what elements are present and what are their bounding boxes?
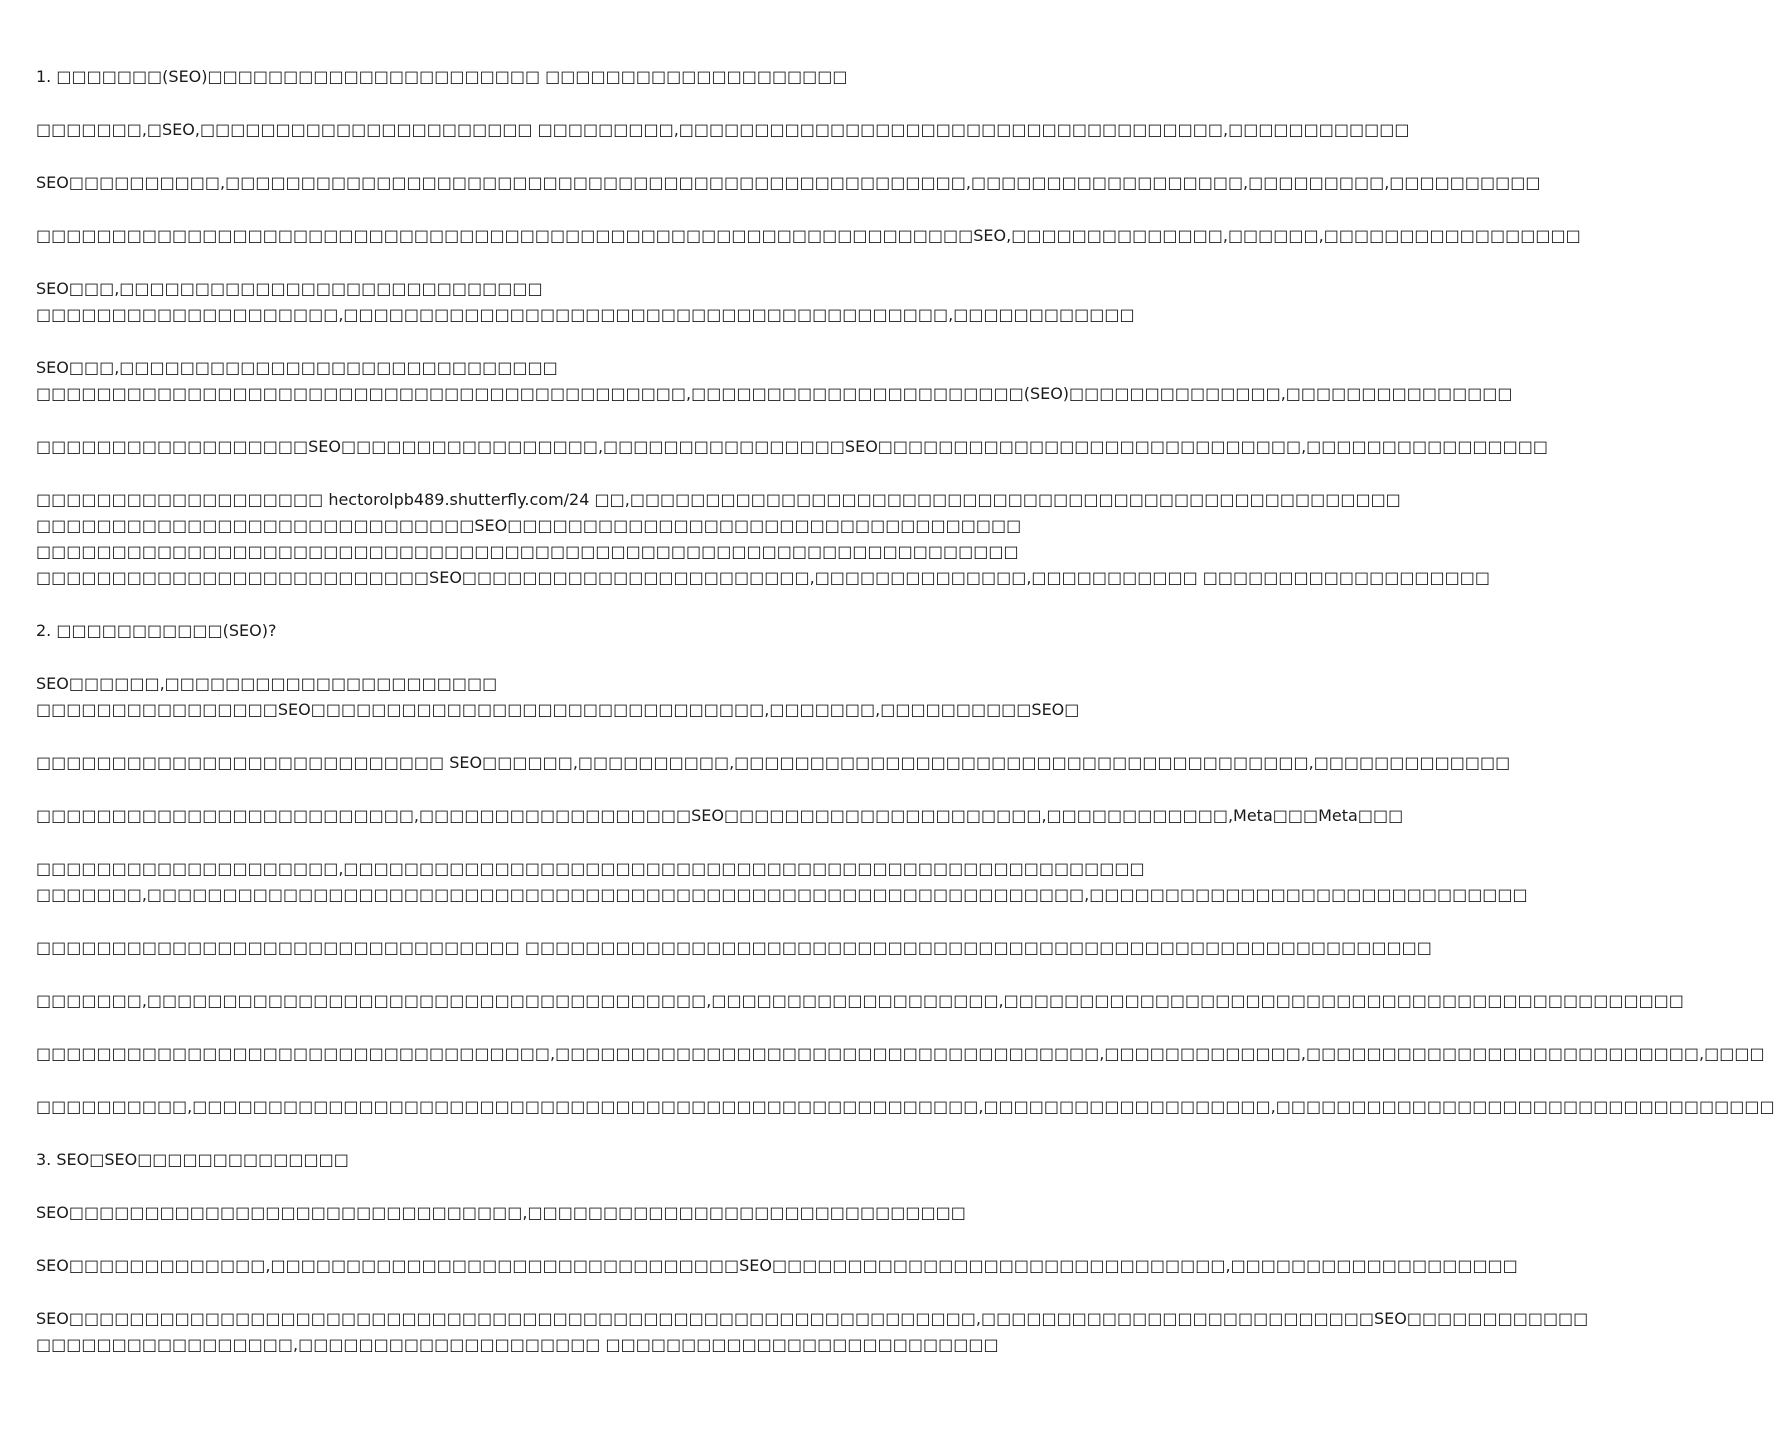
paragraph: SEO□□□□□□□□□□□□□□□□□□□□□□□□□□□□□□□□□□□□□□□□□□□□□□□□□□□□□□□□□□□□,□□□□□□□□□□□□□□□□□□□□□□□□□□SEO□□□□□□□□□□□□ □□□□□□□□□□□□□□□□□,□□□□□□□□□□□□□□□□□□□□ □□□□□□□□□□□□□□□□□□□□□□□□□□ bbox=[36, 1309, 1589, 1354]
paragraph: □□□□□□□□□□□□□□□□□□□□□□□□□□□ SEO□□□□□□,□□□□□□□□□□,□□□□□□□□□□□□□□□□□□□□□□□□□□□□□□□□□□□□□□,□□□□□□□□□□□□□ bbox=[36, 753, 1511, 772]
section-2-heading: 2. □□□□□□□□□□□(SEO)? bbox=[36, 621, 277, 640]
paragraph: SEO□□□,□□□□□□□□□□□□□□□□□□□□□□□□□□□□□ □□□□□□□□□□□□□□□□□□□□□□□□□□□□□□□□□□□□□□□□□□□,□□□□□□□□□□□□□□□□□□□□□□(SEO)□□□□□□□□□□□□□□,□□□□□□□□□□□□□□□ bbox=[36, 358, 1513, 403]
paragraph: SEO□□□,□□□□□□□□□□□□□□□□□□□□□□□□□□□□ □□□□□□□□□□□□□□□□□□□□,□□□□□□□□□□□□□□□□□□□□□□□□□□□□□□□□□□□□□□□□,□□□□□□□□□□□□ bbox=[36, 279, 1135, 324]
paragraph: □□□□□□□□□□□□□□□□□□□□□□□□□□□□□□□□ □□□□□□□□□□□□□□□□□□□□□□□□□□□□□□□□□□□□□□□□□□□□□□□□□□□□□□□□□□□□ bbox=[36, 938, 1432, 957]
paragraph: SEO□□□□□□□□□□,□□□□□□□□□□□□□□□□□□□□□□□□□□□□□□□□□□□□□□□□□□□□□□□□□,□□□□□□□□□□□□□□□□□□,□□□□□□□□□,□□□□□□□□□□ bbox=[36, 173, 1541, 192]
paragraph: □□□□□□□,□SEO,□□□□□□□□□□□□□□□□□□□□□□ □□□□□□□□□,□□□□□□□□□□□□□□□□□□□□□□□□□□□□□□□□□□□□,□□□□□□□□□□□□ bbox=[36, 120, 1410, 139]
paragraph: □□□□□□□□□□□□□□□□□□□□,□□□□□□□□□□□□□□□□□□□□□□□□□□□□□□□□□□□□□□□□□□□□□□□□□□□□□ □□□□□□□,□□□□□□□□□□□□□□□□□□□□□□□□□□□□□□□□□□□□□□□□□□□□□□□□□□□□□□□□□□□□□□,□□□□□□□□□□□□□□□□□□□□□□□□□□□□□ bbox=[36, 859, 1528, 904]
section-1-heading: 1. □□□□□□□(SEO)□□□□□□□□□□□□□□□□□□□□□□ □□□□□□□□□□□□□□□□□□□□ bbox=[36, 67, 848, 86]
paragraph: □□□□□□□,□□□□□□□□□□□□□□□□□□□□□□□□□□□□□□□□□□□□□,□□□□□□□□□□□□□□□□□□□,□□□□□□□□□□□□□□□□□□□□□□□□□□□□□□□□□□□□□□□□□□□□□ bbox=[36, 991, 1684, 1010]
section-3-heading: 3. SEO□SEO□□□□□□□□□□□□□□ bbox=[36, 1150, 349, 1169]
paragraph: SEO□□□□□□,□□□□□□□□□□□□□□□□□□□□□□ □□□□□□□□□□□□□□□□SEO□□□□□□□□□□□□□□□□□□□□□□□□□□□□□□,□□□□□□□,□□□□□□□□□□SEO□ bbox=[36, 674, 1080, 719]
document-body bbox=[36, 64, 1775, 1385]
paragraph: □□□□□□□□□□□□□□□□□□□□□□□□□□□□□□□□□□,□□□□□□□□□□□□□□□□□□□□□□□□□□□□□□□□□□□□,□□□□□□□□□□□□□,□□□□□□□□□□□□□□□□□□□□□□□□□□,□□□□ bbox=[36, 1044, 1765, 1063]
paragraph: SEO□□□□□□□□□□□□□,□□□□□□□□□□□□□□□□□□□□□□□□□□□□□□□SEO□□□□□□□□□□□□□□□□□□□□□□□□□□□□□□,□□□□□□□□□□□□□□□□□□□ bbox=[36, 1256, 1518, 1275]
paragraph: □□□□□□□□□□,□□□□□□□□□□□□□□□□□□□□□□□□□□□□□□□□□□□□□□□□□□□□□□□□□□□□,□□□□□□□□□□□□□□□□□□□,□□□□□□□□□□□□□□□□□□□□□□□□□□□□□□□□□ bbox=[36, 1097, 1775, 1116]
paragraph: SEO□□□□□□□□□□□□□□□□□□□□□□□□□□□□□□,□□□□□□□□□□□□□□□□□□□□□□□□□□□□□ bbox=[36, 1203, 966, 1222]
paragraph: □□□□□□□□□□□□□□□□□□SEO□□□□□□□□□□□□□□□□□,□□□□□□□□□□□□□□□□SEO□□□□□□□□□□□□□□□□□□□□□□□□□□□□,□□□□□□□□□□□□□□□□ bbox=[36, 437, 1549, 456]
paragraph: □□□□□□□□□□□□□□□□□□□□□□□□□□□□□□□□□□□□□□□□□□□□□□□□□□□□□□□□□□□□□□SEO,□□□□□□□□□□□□□□,□□□□□□,□□□□□□□□□□□□□□□□□ bbox=[36, 226, 1581, 245]
paragraph: □□□□□□□□□□□□□□□□□□□□□□□□□,□□□□□□□□□□□□□□□□□□SEO□□□□□□□□□□□□□□□□□□□□□,□□□□□□□□□□□□,Meta□□□Meta□□□ bbox=[36, 806, 1404, 825]
paragraph-with-link: □□□□□□□□□□□□□□□□□□□ hectorolpb489.shutterfly.com/24 □□,□□□□□□□□□□□□□□□□□□□□□□□□□□□□□□□□□□□□□□□□□□□□□□□□□□□ □□□□□□□□□□□□□□□□□□□□□□□□□□□□□SEO□□□□□□□□□□□□□□□□□□□□□□□□□□□□□□□□□□ □□□□□□□□□□□□□□□□□□□□□□□□□□□□□□□□□□□□□□□□□□□□□□□□□□□□□□□□□□□□□□□□□ □□□□□□□□□□□□□□□□□□□□□□□□□□SEO□□□□□□□□□□□□□□□□□□□□□□□,□□□□□□□□□□□□□□,□□□□□□□□□□□ □□□□□□□□□□□□□□□□□□□ bbox=[36, 490, 1491, 587]
